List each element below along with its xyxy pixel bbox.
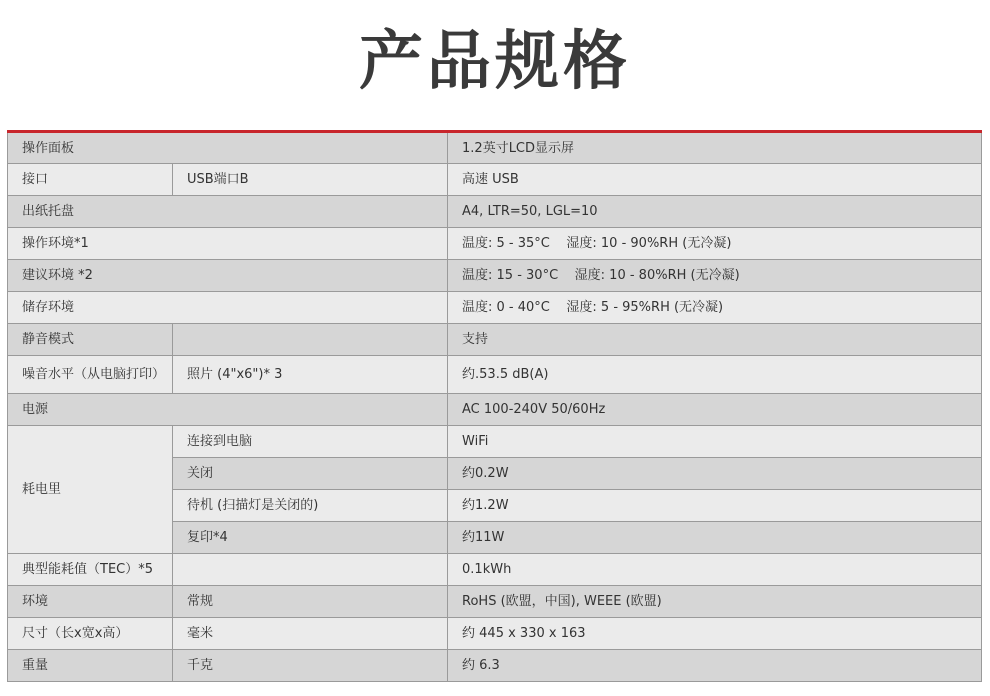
row-value: 0.1kWh bbox=[448, 554, 982, 586]
row-label: 环境 bbox=[8, 586, 173, 618]
row-value: 约0.2W bbox=[448, 458, 982, 490]
row-sub-label: 千克 bbox=[173, 650, 448, 682]
row-value: 温度: 0 - 40°C 湿度: 5 - 95%RH (无冷凝) bbox=[448, 292, 982, 324]
row-label: 噪音水平（从电脑打印） bbox=[8, 356, 173, 394]
row-sub-label: 复印*4 bbox=[173, 522, 448, 554]
row-label: 耗电里 bbox=[8, 426, 173, 554]
spec-table bbox=[7, 130, 982, 682]
table-row bbox=[8, 260, 982, 292]
row-sub-label: 待机 (扫描灯是关闭的) bbox=[173, 490, 448, 522]
table-row bbox=[8, 324, 982, 356]
row-label: 操作环境*1 bbox=[8, 228, 448, 260]
row-label: 建议环境 *2 bbox=[8, 260, 448, 292]
table-row bbox=[8, 394, 982, 426]
table-row bbox=[8, 586, 982, 618]
row-label: 静音模式 bbox=[8, 324, 173, 356]
page-title: 产品规格 bbox=[359, 25, 631, 99]
table-row bbox=[8, 292, 982, 324]
row-label: 接口 bbox=[8, 164, 173, 196]
row-label: 操作面板 bbox=[8, 132, 448, 164]
table-row bbox=[8, 196, 982, 228]
row-sub-label: 连接到电脑 bbox=[173, 426, 448, 458]
row-value: 约.53.5 dB(A) bbox=[448, 356, 982, 394]
row-sub-label: USB端口B bbox=[173, 164, 448, 196]
table-row bbox=[8, 650, 982, 682]
row-sub-label bbox=[173, 554, 448, 586]
row-label: 典型能耗值（TEC）*5 bbox=[8, 554, 173, 586]
row-value: 约1.2W bbox=[448, 490, 982, 522]
row-sub-label: 关闭 bbox=[173, 458, 448, 490]
row-label: 重量 bbox=[8, 650, 173, 682]
table-row bbox=[8, 356, 982, 394]
row-label: 尺寸（长x宽x高） bbox=[8, 618, 173, 650]
row-sub-label bbox=[173, 324, 448, 356]
row-sub-label: 照片 (4"x6")* 3 bbox=[173, 356, 448, 394]
row-sub-label: 毫米 bbox=[173, 618, 448, 650]
table-row bbox=[8, 164, 982, 196]
row-label: 储存环境 bbox=[8, 292, 448, 324]
row-value: 支持 bbox=[448, 324, 982, 356]
row-value: 约11W bbox=[448, 522, 982, 554]
row-value: A4, LTR=50, LGL=10 bbox=[448, 196, 982, 228]
row-value: RoHS (欧盟，中国), WEEE (欧盟) bbox=[448, 586, 982, 618]
table-row bbox=[8, 228, 982, 260]
row-value: 温度: 5 - 35°C 湿度: 10 - 90%RH (无冷凝) bbox=[448, 228, 982, 260]
row-value: 高速 USB bbox=[448, 164, 982, 196]
table-row bbox=[8, 426, 982, 458]
row-value: 约 6.3 bbox=[448, 650, 982, 682]
table-row bbox=[8, 618, 982, 650]
row-value: 约 445 x 330 x 163 bbox=[448, 618, 982, 650]
row-sub-label: 常规 bbox=[173, 586, 448, 618]
table-row bbox=[8, 132, 982, 164]
row-value: 温度: 15 - 30°C 湿度: 10 - 80%RH (无冷凝) bbox=[448, 260, 982, 292]
row-label: 电源 bbox=[8, 394, 448, 426]
row-value: AC 100-240V 50/60Hz bbox=[448, 394, 982, 426]
row-label: 出纸托盘 bbox=[8, 196, 448, 228]
row-value: 1.2英寸LCD显示屏 bbox=[448, 132, 982, 164]
row-value: WiFi bbox=[448, 426, 982, 458]
table-row bbox=[8, 554, 982, 586]
